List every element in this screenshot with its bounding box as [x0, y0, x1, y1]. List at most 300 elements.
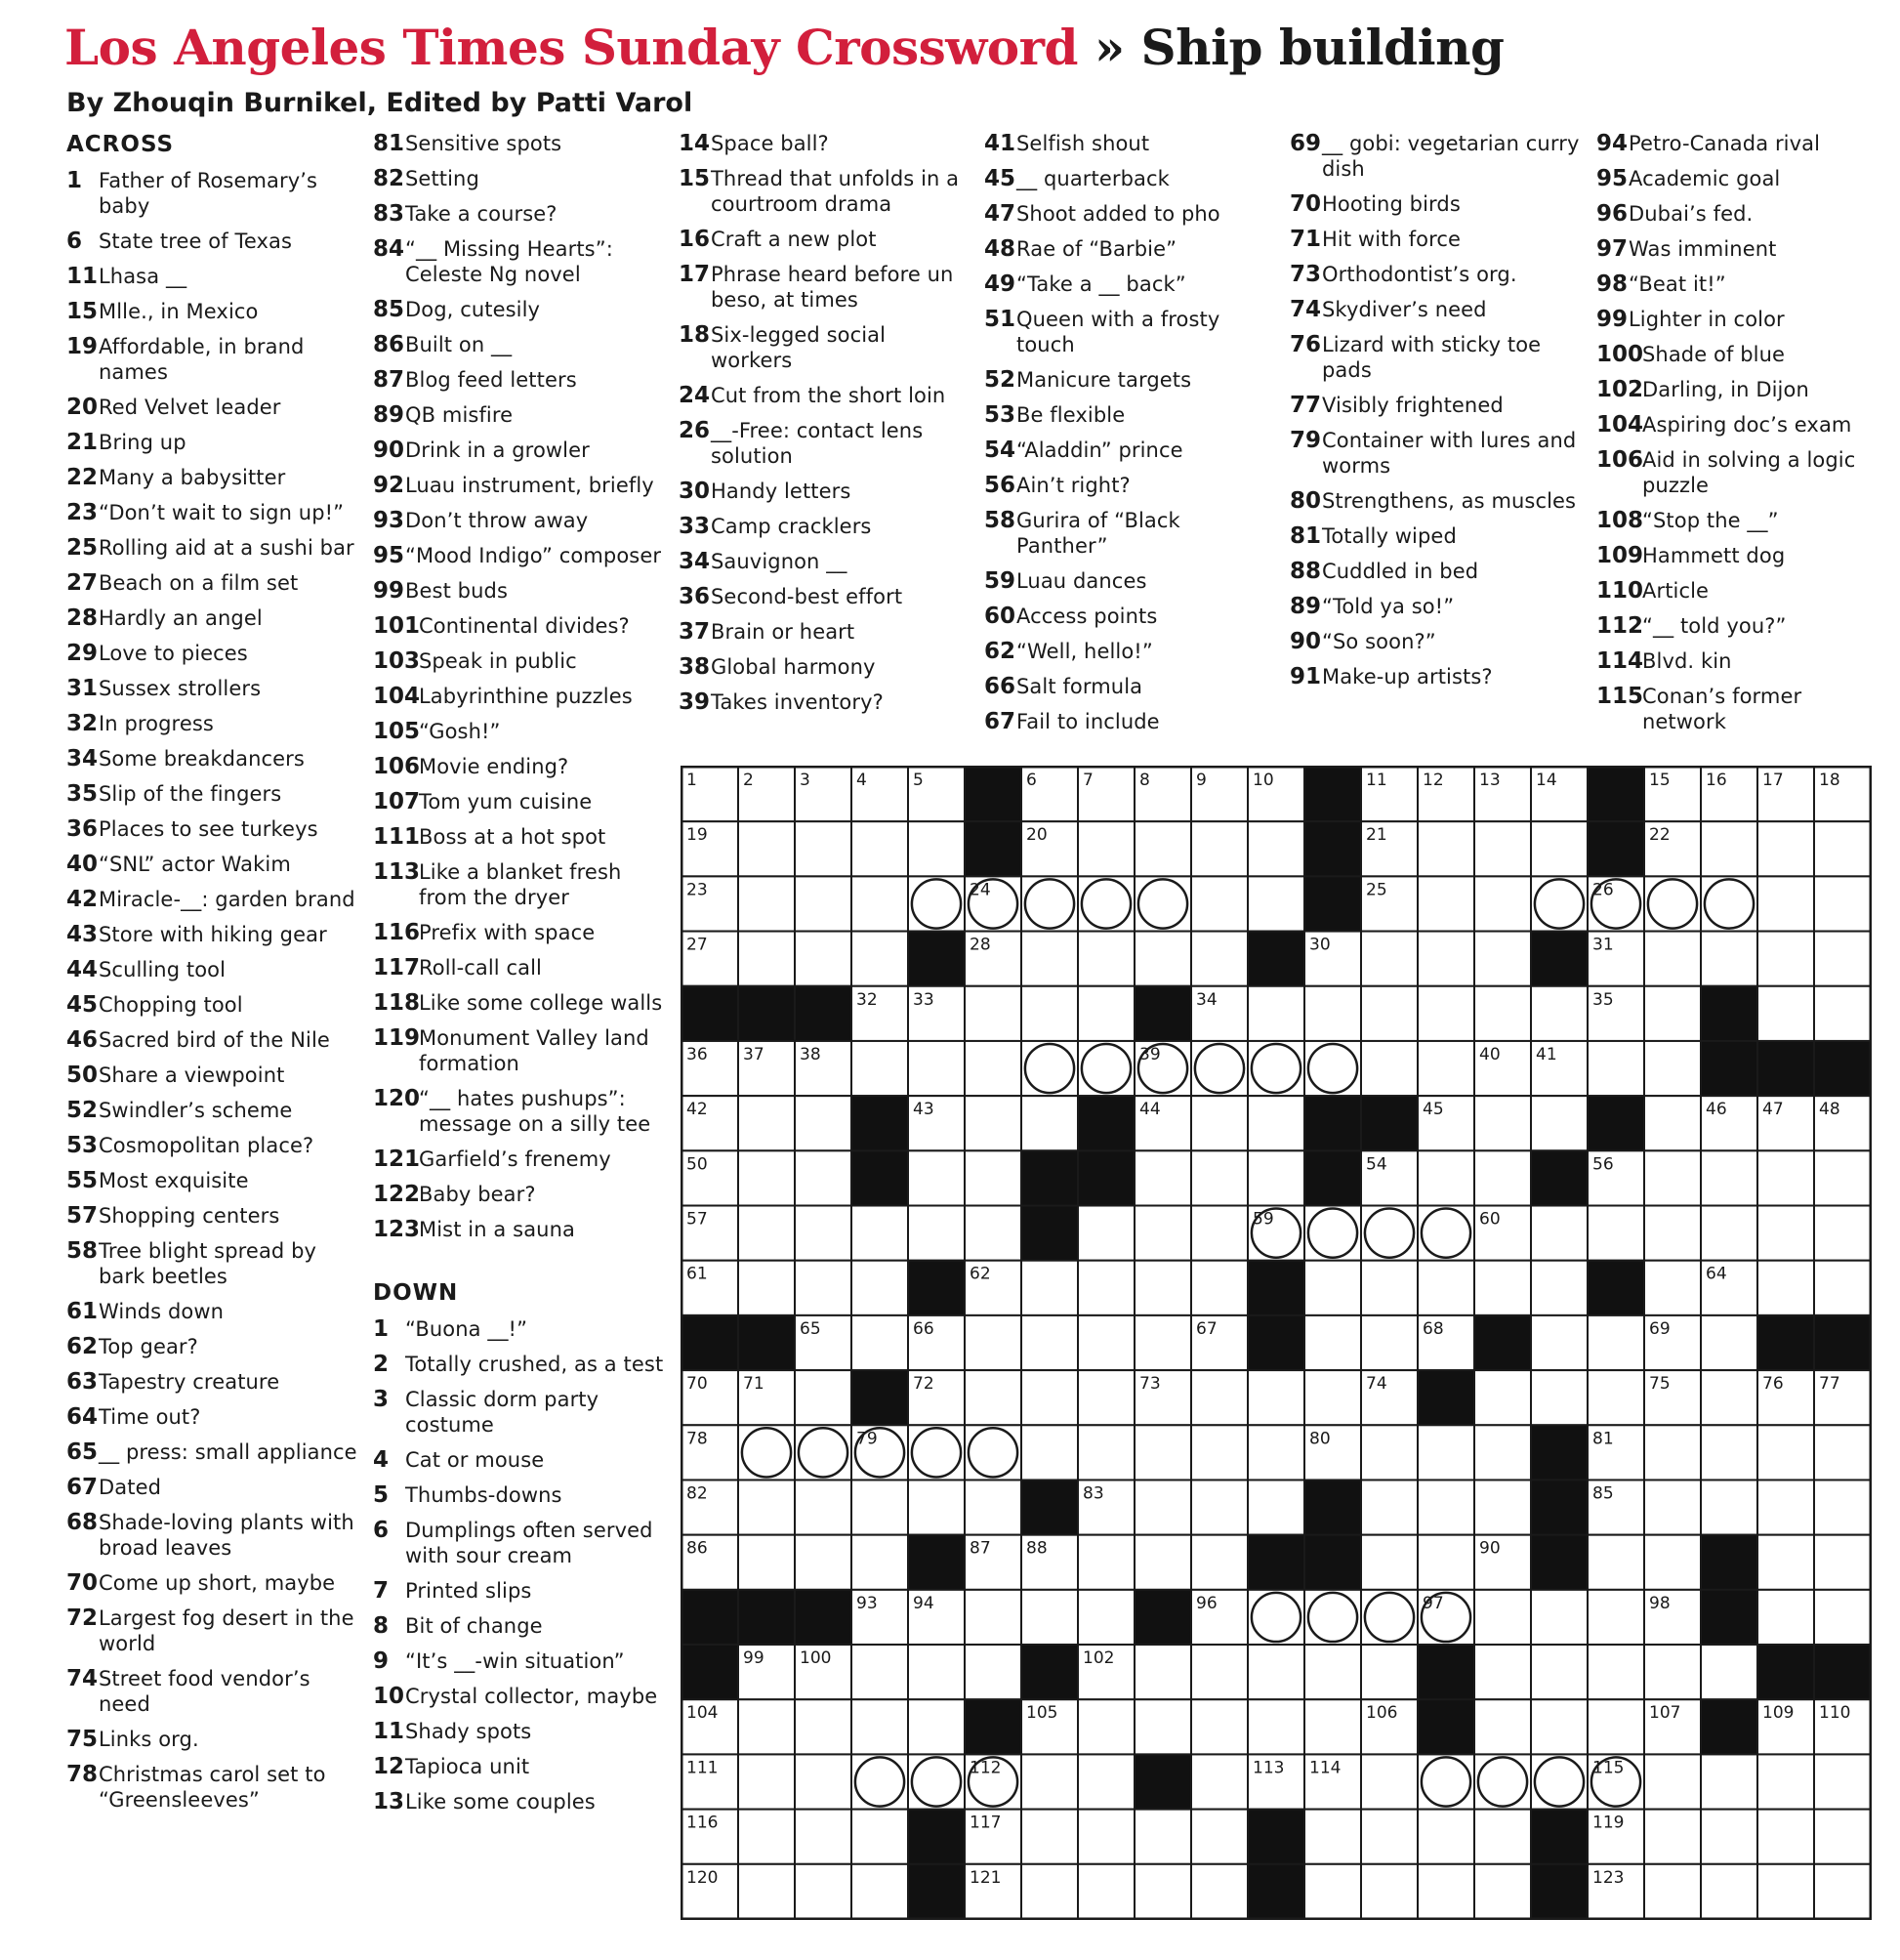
grid-cell[interactable] — [1304, 1206, 1361, 1261]
grid-cell[interactable] — [908, 876, 965, 931]
grid-cell[interactable] — [1757, 1754, 1814, 1809]
grid-cell[interactable] — [795, 1535, 851, 1590]
grid-cell[interactable] — [738, 821, 795, 876]
grid-cell[interactable] — [1588, 1590, 1644, 1645]
cell-number: 74 — [1366, 1374, 1387, 1395]
grid-cell[interactable] — [1191, 1810, 1248, 1864]
grid-cell[interactable] — [1418, 1206, 1474, 1261]
grid-cell[interactable] — [1701, 1864, 1757, 1919]
grid-cell[interactable] — [965, 1315, 1021, 1370]
grid-cell[interactable] — [1135, 1425, 1191, 1480]
grid-cell[interactable] — [1135, 1864, 1191, 1919]
grid-block — [1304, 876, 1361, 931]
grid-block — [1304, 767, 1361, 821]
grid-cell[interactable] — [1304, 1699, 1361, 1754]
grid-cell[interactable] — [965, 1590, 1021, 1645]
grid-cell[interactable] — [1191, 1754, 1248, 1809]
grid-cell[interactable] — [1248, 1699, 1304, 1754]
grid-cell[interactable] — [1588, 1535, 1644, 1590]
clue-item — [984, 438, 1277, 463]
grid-cell[interactable] — [1814, 1425, 1871, 1480]
grid-cell[interactable] — [1078, 821, 1135, 876]
grid-cell[interactable] — [1135, 1810, 1191, 1864]
grid-cell[interactable] — [1135, 1535, 1191, 1590]
grid-cell[interactable] — [908, 1754, 965, 1809]
grid-cell[interactable] — [1304, 1261, 1361, 1315]
grid-cell[interactable] — [1474, 1370, 1531, 1425]
grid-cell[interactable] — [1418, 1425, 1474, 1480]
grid-cell[interactable] — [738, 1535, 795, 1590]
grid-cell[interactable] — [1021, 1864, 1078, 1919]
grid-cell[interactable] — [1757, 1206, 1814, 1261]
grid-cell[interactable] — [1021, 876, 1078, 931]
grid-cell[interactable] — [1757, 1480, 1814, 1534]
cell-number: 96 — [1196, 1593, 1218, 1613]
grid-cell[interactable] — [1474, 876, 1531, 931]
grid-cell[interactable] — [908, 821, 965, 876]
grid-cell[interactable] — [908, 1425, 965, 1480]
grid-cell[interactable] — [1135, 1261, 1191, 1315]
grid-cell[interactable] — [1361, 1315, 1418, 1370]
grid-cell[interactable] — [1418, 1864, 1474, 1919]
grid-cell[interactable] — [1021, 1041, 1078, 1096]
grid-cell[interactable] — [1757, 1590, 1814, 1645]
grid-cell[interactable] — [965, 986, 1021, 1041]
grid-cell[interactable] — [851, 876, 908, 931]
grid-cell[interactable] — [1078, 1370, 1135, 1425]
grid-cell[interactable] — [1474, 986, 1531, 1041]
grid-block — [1701, 1699, 1757, 1754]
grid-cell[interactable] — [1248, 876, 1304, 931]
grid-cell[interactable] — [1814, 1261, 1871, 1315]
grid-cell[interactable] — [1757, 1425, 1814, 1480]
grid-cell[interactable] — [1191, 1206, 1248, 1261]
grid-cell[interactable] — [1191, 1864, 1248, 1919]
grid-cell[interactable] — [1304, 986, 1361, 1041]
grid-cell[interactable] — [851, 1535, 908, 1590]
grid-cell[interactable] — [1644, 876, 1701, 931]
grid-cell[interactable] — [851, 1810, 908, 1864]
clue-text: Skydiver’s need — [1322, 298, 1487, 321]
grid-cell[interactable] — [1588, 1041, 1644, 1096]
grid-cell[interactable] — [1474, 1261, 1531, 1315]
grid-cell[interactable] — [795, 1370, 851, 1425]
grid-cell[interactable] — [1531, 1261, 1588, 1315]
grid-cell[interactable] — [1644, 1261, 1701, 1315]
grid-cell[interactable] — [1644, 1810, 1701, 1864]
grid-cell[interactable] — [1304, 1370, 1361, 1425]
grid-cell[interactable] — [1644, 932, 1701, 986]
grid-cell[interactable] — [965, 1370, 1021, 1425]
grid-cell[interactable] — [1531, 821, 1588, 876]
grid-cell[interactable] — [851, 1754, 908, 1809]
grid-cell[interactable] — [1361, 1041, 1418, 1096]
clue-text: Blog feed letters — [405, 368, 577, 392]
clue-item — [679, 584, 971, 609]
grid-cell[interactable] — [1814, 932, 1871, 986]
grid-cell[interactable] — [738, 1480, 795, 1534]
grid-cell[interactable] — [1418, 876, 1474, 931]
grid-cell[interactable] — [795, 1699, 851, 1754]
grid-cell[interactable] — [1757, 1261, 1814, 1315]
grid-block — [1021, 1480, 1078, 1534]
grid-cell[interactable] — [908, 1206, 965, 1261]
grid-cell[interactable] — [1191, 1699, 1248, 1754]
grid-cell[interactable] — [908, 1645, 965, 1699]
grid-cell[interactable] — [1191, 932, 1248, 986]
grid-cell[interactable] — [1361, 1206, 1418, 1261]
grid-cell[interactable] — [1701, 1754, 1757, 1809]
grid-cell[interactable] — [1701, 1480, 1757, 1534]
grid-cell[interactable] — [1757, 932, 1814, 986]
grid-cell[interactable] — [1531, 986, 1588, 1041]
clue-text: “Mood Indigo” composer — [405, 544, 662, 567]
grid-cell[interactable] — [965, 1150, 1021, 1205]
clue-item — [1290, 664, 1583, 689]
grid-cell[interactable] — [1361, 1810, 1418, 1864]
clue-number: 122 — [373, 1182, 421, 1207]
grid-cell[interactable] — [1531, 1206, 1588, 1261]
grid-cell[interactable] — [1191, 1645, 1248, 1699]
grid-cell[interactable] — [795, 932, 851, 986]
grid-cell[interactable] — [1474, 1480, 1531, 1534]
grid-cell[interactable] — [1418, 1041, 1474, 1096]
grid-cell[interactable] — [1361, 1535, 1418, 1590]
grid-cell[interactable] — [738, 1150, 795, 1205]
grid-cell[interactable] — [1021, 1590, 1078, 1645]
grid-cell[interactable] — [1474, 932, 1531, 986]
grid-cell[interactable] — [1644, 1150, 1701, 1205]
grid-cell[interactable] — [851, 1645, 908, 1699]
grid-cell[interactable] — [1021, 1315, 1078, 1370]
grid-cell[interactable] — [738, 1699, 795, 1754]
grid-cell[interactable] — [1078, 1810, 1135, 1864]
grid-cell[interactable] — [1814, 1535, 1871, 1590]
clue-number: 83 — [373, 201, 405, 227]
grid-cell[interactable] — [851, 1699, 908, 1754]
grid-cell[interactable] — [1078, 932, 1135, 986]
grid-cell[interactable] — [795, 821, 851, 876]
grid-cell[interactable] — [1644, 1480, 1701, 1534]
grid-cell[interactable] — [1078, 1754, 1135, 1809]
grid-cell[interactable] — [1531, 876, 1588, 931]
grid-cell[interactable] — [1701, 932, 1757, 986]
grid-cell[interactable] — [795, 1425, 851, 1480]
grid-cell[interactable] — [1757, 1810, 1814, 1864]
grid-cell[interactable] — [1361, 1425, 1418, 1480]
grid-cell[interactable] — [1588, 1370, 1644, 1425]
grid-cell[interactable] — [1361, 1645, 1418, 1699]
grid-cell[interactable] — [851, 1315, 908, 1370]
grid-cell[interactable] — [965, 1480, 1021, 1534]
grid-cell[interactable] — [1644, 986, 1701, 1041]
grid-cell[interactable] — [1078, 1041, 1135, 1096]
grid-cell[interactable] — [1814, 821, 1871, 876]
grid-cell[interactable] — [1078, 986, 1135, 1041]
grid-cell[interactable] — [1757, 1864, 1814, 1919]
grid-cell[interactable] — [1078, 1535, 1135, 1590]
grid-cell[interactable] — [1021, 1754, 1078, 1809]
clue-number: 43 — [66, 922, 99, 947]
grid-cell[interactable] — [1474, 1425, 1531, 1480]
grid-cell[interactable] — [1021, 1425, 1078, 1480]
grid-cell[interactable] — [1191, 1425, 1248, 1480]
grid-cell[interactable] — [1135, 1150, 1191, 1205]
grid-cell[interactable] — [1418, 1754, 1474, 1809]
grid-cell[interactable] — [908, 1150, 965, 1205]
grid-cell[interactable] — [1021, 1810, 1078, 1864]
grid-cell[interactable] — [1531, 1590, 1588, 1645]
grid-cell[interactable] — [1644, 1096, 1701, 1150]
clue-number: 91 — [1290, 664, 1322, 689]
grid-cell[interactable] — [795, 1754, 851, 1809]
grid-cell[interactable] — [1021, 986, 1078, 1041]
grid-cell[interactable] — [1418, 1810, 1474, 1864]
grid-cell[interactable] — [1078, 1425, 1135, 1480]
grid-cell[interactable] — [1135, 932, 1191, 986]
clue-text: Aid in solving a logic puzzle — [1642, 448, 1856, 497]
clue-text: Crystal collector, maybe — [405, 1685, 658, 1708]
grid-cell[interactable] — [795, 1096, 851, 1150]
grid-cell[interactable] — [1304, 1645, 1361, 1699]
grid-cell[interactable] — [1418, 1150, 1474, 1205]
clue-item — [373, 543, 666, 568]
grid-cell[interactable] — [1078, 1206, 1135, 1261]
grid-cell[interactable] — [738, 1261, 795, 1315]
grid-cell[interactable] — [1474, 1864, 1531, 1919]
grid-cell[interactable] — [1248, 1370, 1304, 1425]
grid-cell[interactable] — [1814, 986, 1871, 1041]
grid-cell[interactable] — [1814, 1480, 1871, 1534]
cell-number: 17 — [1762, 771, 1784, 790]
grid-cell[interactable] — [1474, 1645, 1531, 1699]
grid-cell[interactable] — [1701, 1150, 1757, 1205]
grid-cell[interactable] — [1191, 1370, 1248, 1425]
grid-cell[interactable] — [1248, 1041, 1304, 1096]
grid-cell[interactable] — [1248, 1645, 1304, 1699]
grid-cell[interactable] — [1644, 1864, 1701, 1919]
grid-cell[interactable] — [1191, 876, 1248, 931]
grid-cell[interactable] — [851, 821, 908, 876]
clue-text: Conan’s former network — [1642, 685, 1802, 733]
grid-cell[interactable] — [908, 1699, 965, 1754]
grid-cell[interactable] — [1814, 1810, 1871, 1864]
grid-cell[interactable] — [965, 1425, 1021, 1480]
grid-cell[interactable] — [1418, 932, 1474, 986]
clue-number: 15 — [679, 166, 711, 191]
grid-cell[interactable] — [851, 1261, 908, 1315]
grid-cell[interactable] — [1757, 1150, 1814, 1205]
grid-cell[interactable] — [738, 1864, 795, 1919]
grid-cell[interactable] — [1757, 1535, 1814, 1590]
grid-cell[interactable] — [1191, 1150, 1248, 1205]
grid-cell[interactable] — [1474, 1754, 1531, 1809]
grid-cell[interactable] — [1078, 1261, 1135, 1315]
cell-number: 62 — [970, 1264, 991, 1284]
grid-cell[interactable] — [1191, 1041, 1248, 1096]
grid-cell[interactable] — [1531, 1645, 1588, 1699]
grid-cell[interactable] — [1135, 1315, 1191, 1370]
grid-cell[interactable] — [1644, 1206, 1701, 1261]
grid-cell[interactable] — [1588, 1206, 1644, 1261]
clue-item — [1290, 332, 1583, 383]
grid-cell[interactable] — [1078, 1315, 1135, 1370]
grid-cell[interactable] — [1135, 1699, 1191, 1754]
grid-cell[interactable] — [1644, 1754, 1701, 1809]
grid-cell[interactable] — [851, 1864, 908, 1919]
grid-cell[interactable] — [1474, 821, 1531, 876]
grid-cell[interactable] — [1248, 1150, 1304, 1205]
grid-cell[interactable] — [1814, 1150, 1871, 1205]
grid-cell[interactable] — [1474, 1699, 1531, 1754]
grid-cell[interactable] — [1361, 1261, 1418, 1315]
grid-cell[interactable] — [1021, 1261, 1078, 1315]
clue-text: Brain or heart — [711, 620, 855, 644]
grid-cell[interactable] — [1191, 1535, 1248, 1590]
grid-cell[interactable] — [1248, 1590, 1304, 1645]
grid-cell[interactable] — [965, 1206, 1021, 1261]
clue-text: Craft a new plot — [711, 228, 877, 251]
grid-cell[interactable] — [1248, 821, 1304, 876]
grid-cell[interactable] — [1531, 1096, 1588, 1150]
grid-cell[interactable] — [738, 876, 795, 931]
grid-cell[interactable] — [1418, 1480, 1474, 1534]
grid-cell[interactable] — [965, 1096, 1021, 1150]
grid-cell[interactable] — [795, 1150, 851, 1205]
grid-block — [1531, 1425, 1588, 1480]
grid-cell[interactable] — [1644, 1535, 1701, 1590]
grid-cell[interactable] — [1191, 1261, 1248, 1315]
grid-cell[interactable] — [1135, 1206, 1191, 1261]
grid-cell[interactable] — [795, 1261, 851, 1315]
grid-cell[interactable] — [1644, 1645, 1701, 1699]
grid-cell[interactable] — [1588, 1645, 1644, 1699]
clue-text: QB misfire — [405, 403, 514, 427]
grid-cell[interactable] — [1191, 1480, 1248, 1534]
grid-cell[interactable] — [738, 1754, 795, 1809]
grid-cell[interactable] — [738, 1096, 795, 1150]
grid-cell[interactable] — [1588, 1699, 1644, 1754]
grid-cell[interactable] — [1757, 821, 1814, 876]
grid-cell[interactable] — [965, 1041, 1021, 1096]
grid-cell[interactable] — [1021, 1096, 1078, 1150]
grid-cell[interactable] — [738, 1810, 795, 1864]
grid-cell[interactable] — [795, 1810, 851, 1864]
grid-cell[interactable] — [1191, 1096, 1248, 1150]
grid-cell[interactable] — [1814, 876, 1871, 931]
grid-cell[interactable] — [1644, 1041, 1701, 1096]
grid-cell[interactable] — [1078, 1590, 1135, 1645]
grid-cell[interactable] — [1248, 1480, 1304, 1534]
grid-cell[interactable] — [1701, 876, 1757, 931]
grid-cell[interactable] — [1531, 1370, 1588, 1425]
grid-cell[interactable] — [1418, 1261, 1474, 1315]
grid-cell[interactable] — [1078, 876, 1135, 931]
grid-cell[interactable] — [1757, 876, 1814, 931]
grid-cell[interactable] — [1078, 1699, 1135, 1754]
grid-cell[interactable] — [1191, 821, 1248, 876]
grid-cell[interactable] — [1814, 1864, 1871, 1919]
grid-cell[interactable] — [1361, 986, 1418, 1041]
grid-cell[interactable] — [1531, 1754, 1588, 1809]
grid-cell[interactable] — [1701, 1315, 1757, 1370]
grid-cell[interactable] — [908, 1480, 965, 1534]
clue-item — [66, 605, 359, 631]
grid-cell[interactable] — [1418, 1535, 1474, 1590]
grid-cell[interactable] — [1418, 986, 1474, 1041]
clue-item — [679, 514, 971, 539]
grid-cell[interactable] — [851, 1480, 908, 1534]
grid-cell[interactable] — [851, 1206, 908, 1261]
grid-cell[interactable] — [1588, 1315, 1644, 1370]
grid-cell[interactable] — [1701, 1810, 1757, 1864]
grid-cell[interactable] — [1814, 1590, 1871, 1645]
grid-cell[interactable] — [1474, 1590, 1531, 1645]
grid-cell[interactable] — [1021, 932, 1078, 986]
clue-text: Like some college walls — [419, 991, 663, 1015]
grid-cell[interactable] — [1361, 932, 1418, 986]
grid-cell[interactable] — [1304, 1810, 1361, 1864]
grid-cell[interactable] — [795, 876, 851, 931]
grid-cell[interactable] — [738, 1425, 795, 1480]
grid-cell[interactable] — [1304, 1315, 1361, 1370]
grid-cell[interactable] — [1248, 1425, 1304, 1480]
grid-cell[interactable] — [1135, 1480, 1191, 1534]
grid-cell[interactable] — [1531, 1315, 1588, 1370]
grid-cell[interactable] — [1135, 1645, 1191, 1699]
grid-cell[interactable] — [1361, 1754, 1418, 1809]
grid-cell[interactable] — [795, 1480, 851, 1534]
grid-cell[interactable] — [1644, 1425, 1701, 1480]
grid-cell[interactable] — [1814, 1754, 1871, 1809]
grid-cell[interactable] — [851, 932, 908, 986]
grid-cell[interactable] — [1701, 1206, 1757, 1261]
grid-cell[interactable] — [965, 1645, 1021, 1699]
grid-cell[interactable] — [1814, 1206, 1871, 1261]
down-heading: DOWN — [373, 1280, 459, 1306]
grid-cell[interactable] — [1304, 1041, 1361, 1096]
grid-cell[interactable] — [1701, 821, 1757, 876]
grid-cell[interactable] — [795, 1864, 851, 1919]
grid-cell[interactable] — [1248, 986, 1304, 1041]
grid-cell[interactable] — [1701, 1370, 1757, 1425]
grid-cell[interactable] — [1757, 986, 1814, 1041]
grid-cell[interactable] — [908, 1041, 965, 1096]
grid-cell[interactable] — [738, 932, 795, 986]
grid-cell[interactable] — [1361, 1864, 1418, 1919]
grid-cell[interactable] — [1531, 1699, 1588, 1754]
grid-cell[interactable] — [1021, 1370, 1078, 1425]
clue-item — [984, 201, 1277, 227]
grid-cell[interactable] — [1078, 1864, 1135, 1919]
grid-cell[interactable] — [1701, 1645, 1757, 1699]
grid-cell[interactable] — [1304, 1590, 1361, 1645]
grid-cell[interactable] — [1248, 1096, 1304, 1150]
grid-cell[interactable] — [1135, 876, 1191, 931]
grid-cell[interactable] — [1474, 1096, 1531, 1150]
grid-cell[interactable] — [1304, 1864, 1361, 1919]
grid-cell[interactable] — [851, 1041, 908, 1096]
grid-cell[interactable] — [795, 1206, 851, 1261]
grid-cell[interactable] — [1361, 1480, 1418, 1534]
grid-cell[interactable] — [1701, 1425, 1757, 1480]
grid-cell[interactable] — [1135, 821, 1191, 876]
grid-cell[interactable] — [738, 1206, 795, 1261]
grid-cell[interactable] — [1418, 821, 1474, 876]
grid-cell[interactable] — [1361, 1590, 1418, 1645]
grid-cell[interactable] — [1474, 1810, 1531, 1864]
grid-cell[interactable] — [1474, 1150, 1531, 1205]
